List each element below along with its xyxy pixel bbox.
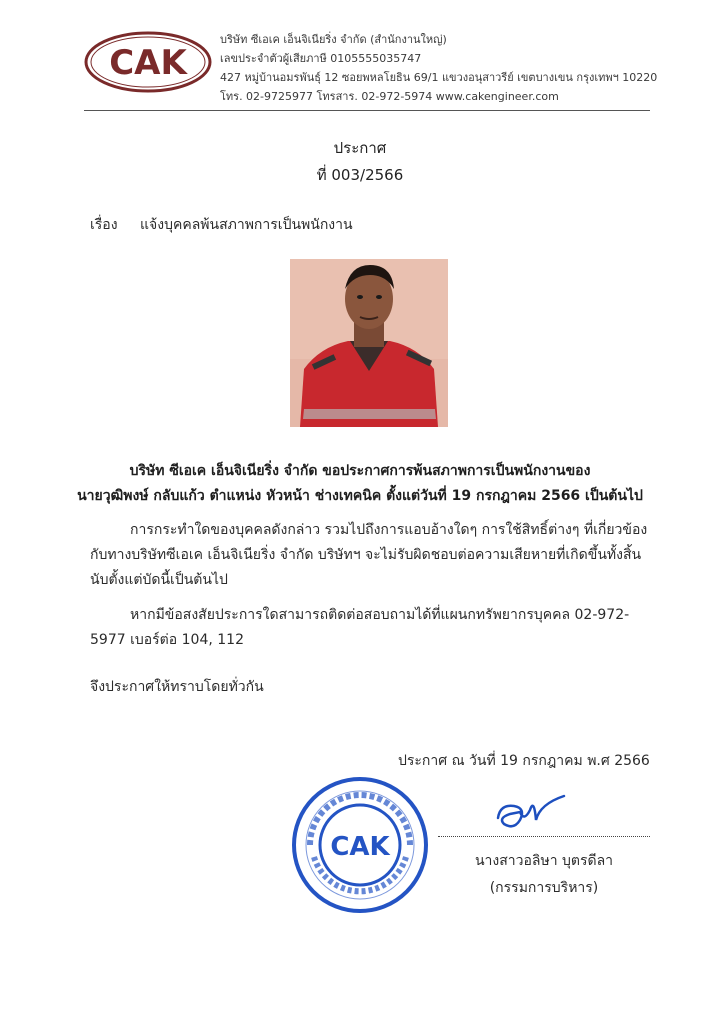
company-contact: โทร. 02-9725977 โทรสาร. 02-972-5974 www.cakengineer.com xyxy=(220,90,559,103)
announcement-heading-line1: บริษัท ซีเอเค เอ็นจิเนียริ่ง จำกัด ขอประกาศการพ้นสภาพการเป็นพนักงานของ xyxy=(129,463,591,479)
subject-label: เรื่อง xyxy=(90,217,118,233)
announcement-title: ประกาศ xyxy=(333,139,387,157)
employee-photo xyxy=(290,259,448,427)
header-divider xyxy=(84,110,650,111)
company-info xyxy=(220,30,657,106)
signer-name: นางสาวอลิษา บุตรดีลา xyxy=(474,853,614,869)
company-logo xyxy=(84,31,212,93)
subject-row xyxy=(90,214,371,236)
company-stamp xyxy=(290,775,430,915)
signature-line xyxy=(438,836,650,837)
logo-text: CAK xyxy=(109,43,187,83)
body-paragraph-1: การกระทำใดของบุคคลดังกล่าว รวมไปถึงการแอบอ้างใดๆ การใช้สิทธิ์ต่างๆ ที่เกี่ยวข้องกับทางบริษัทซีเอเค เอ็นจิเนียริ่ง จำกัด บริษัทฯ จะไม่รับผิดชอบต่อความเสียหายที่เกิดขึ้นทั้งสิ้น นับตั้งแต่บัดนี้เป็นต้นไป xyxy=(90,522,648,588)
closing-statement: จึงประกาศให้ทราบโดยทั่วกัน xyxy=(90,679,264,695)
company-tax-id: เลขประจำตัวผู้เสียภาษี 0105555035747 xyxy=(220,52,422,65)
announcement-date: ประกาศ ณ วันที่ 19 กรกฎาคม พ.ศ 2566 xyxy=(398,753,650,769)
signature xyxy=(490,790,570,835)
company-address: 427 หมู่บ้านอมรพันธุ์ 12 ซอยพหลโยธิน 69/1 แขวงอนุสาวรีย์ เขตบางเขน กรุงเทพฯ 10220 xyxy=(220,71,658,84)
signer-title: (กรรมการบริหาร) xyxy=(489,880,599,896)
body-paragraph-2: หากมีข้อสงสัยประการใดสามารถติดต่อสอบถามได้ที่แผนกทรัพยากรบุคคล 02-972-5977 เบอร์ต่อ 104, 112 xyxy=(90,607,630,648)
company-name: บริษัท ซีเอเค เอ็นจิเนียริ่ง จำกัด (สำนักงานใหญ่) xyxy=(220,33,447,46)
subject-text: แจ้งบุคคลพ้นสภาพการเป็นพนักงาน xyxy=(140,217,353,233)
stamp-center-text: CAK xyxy=(330,832,390,862)
announcement-heading-line2: นายวุฒิพงษ์ กลับแก้ว ตำแหน่ง หัวหน้า ช่างเทคนิค ตั้งแต่วันที่ 19 กรกฎาคม 2566 เป็นต้นไป xyxy=(77,488,643,504)
announcement-number: ที่ 003/2566 xyxy=(316,166,404,184)
